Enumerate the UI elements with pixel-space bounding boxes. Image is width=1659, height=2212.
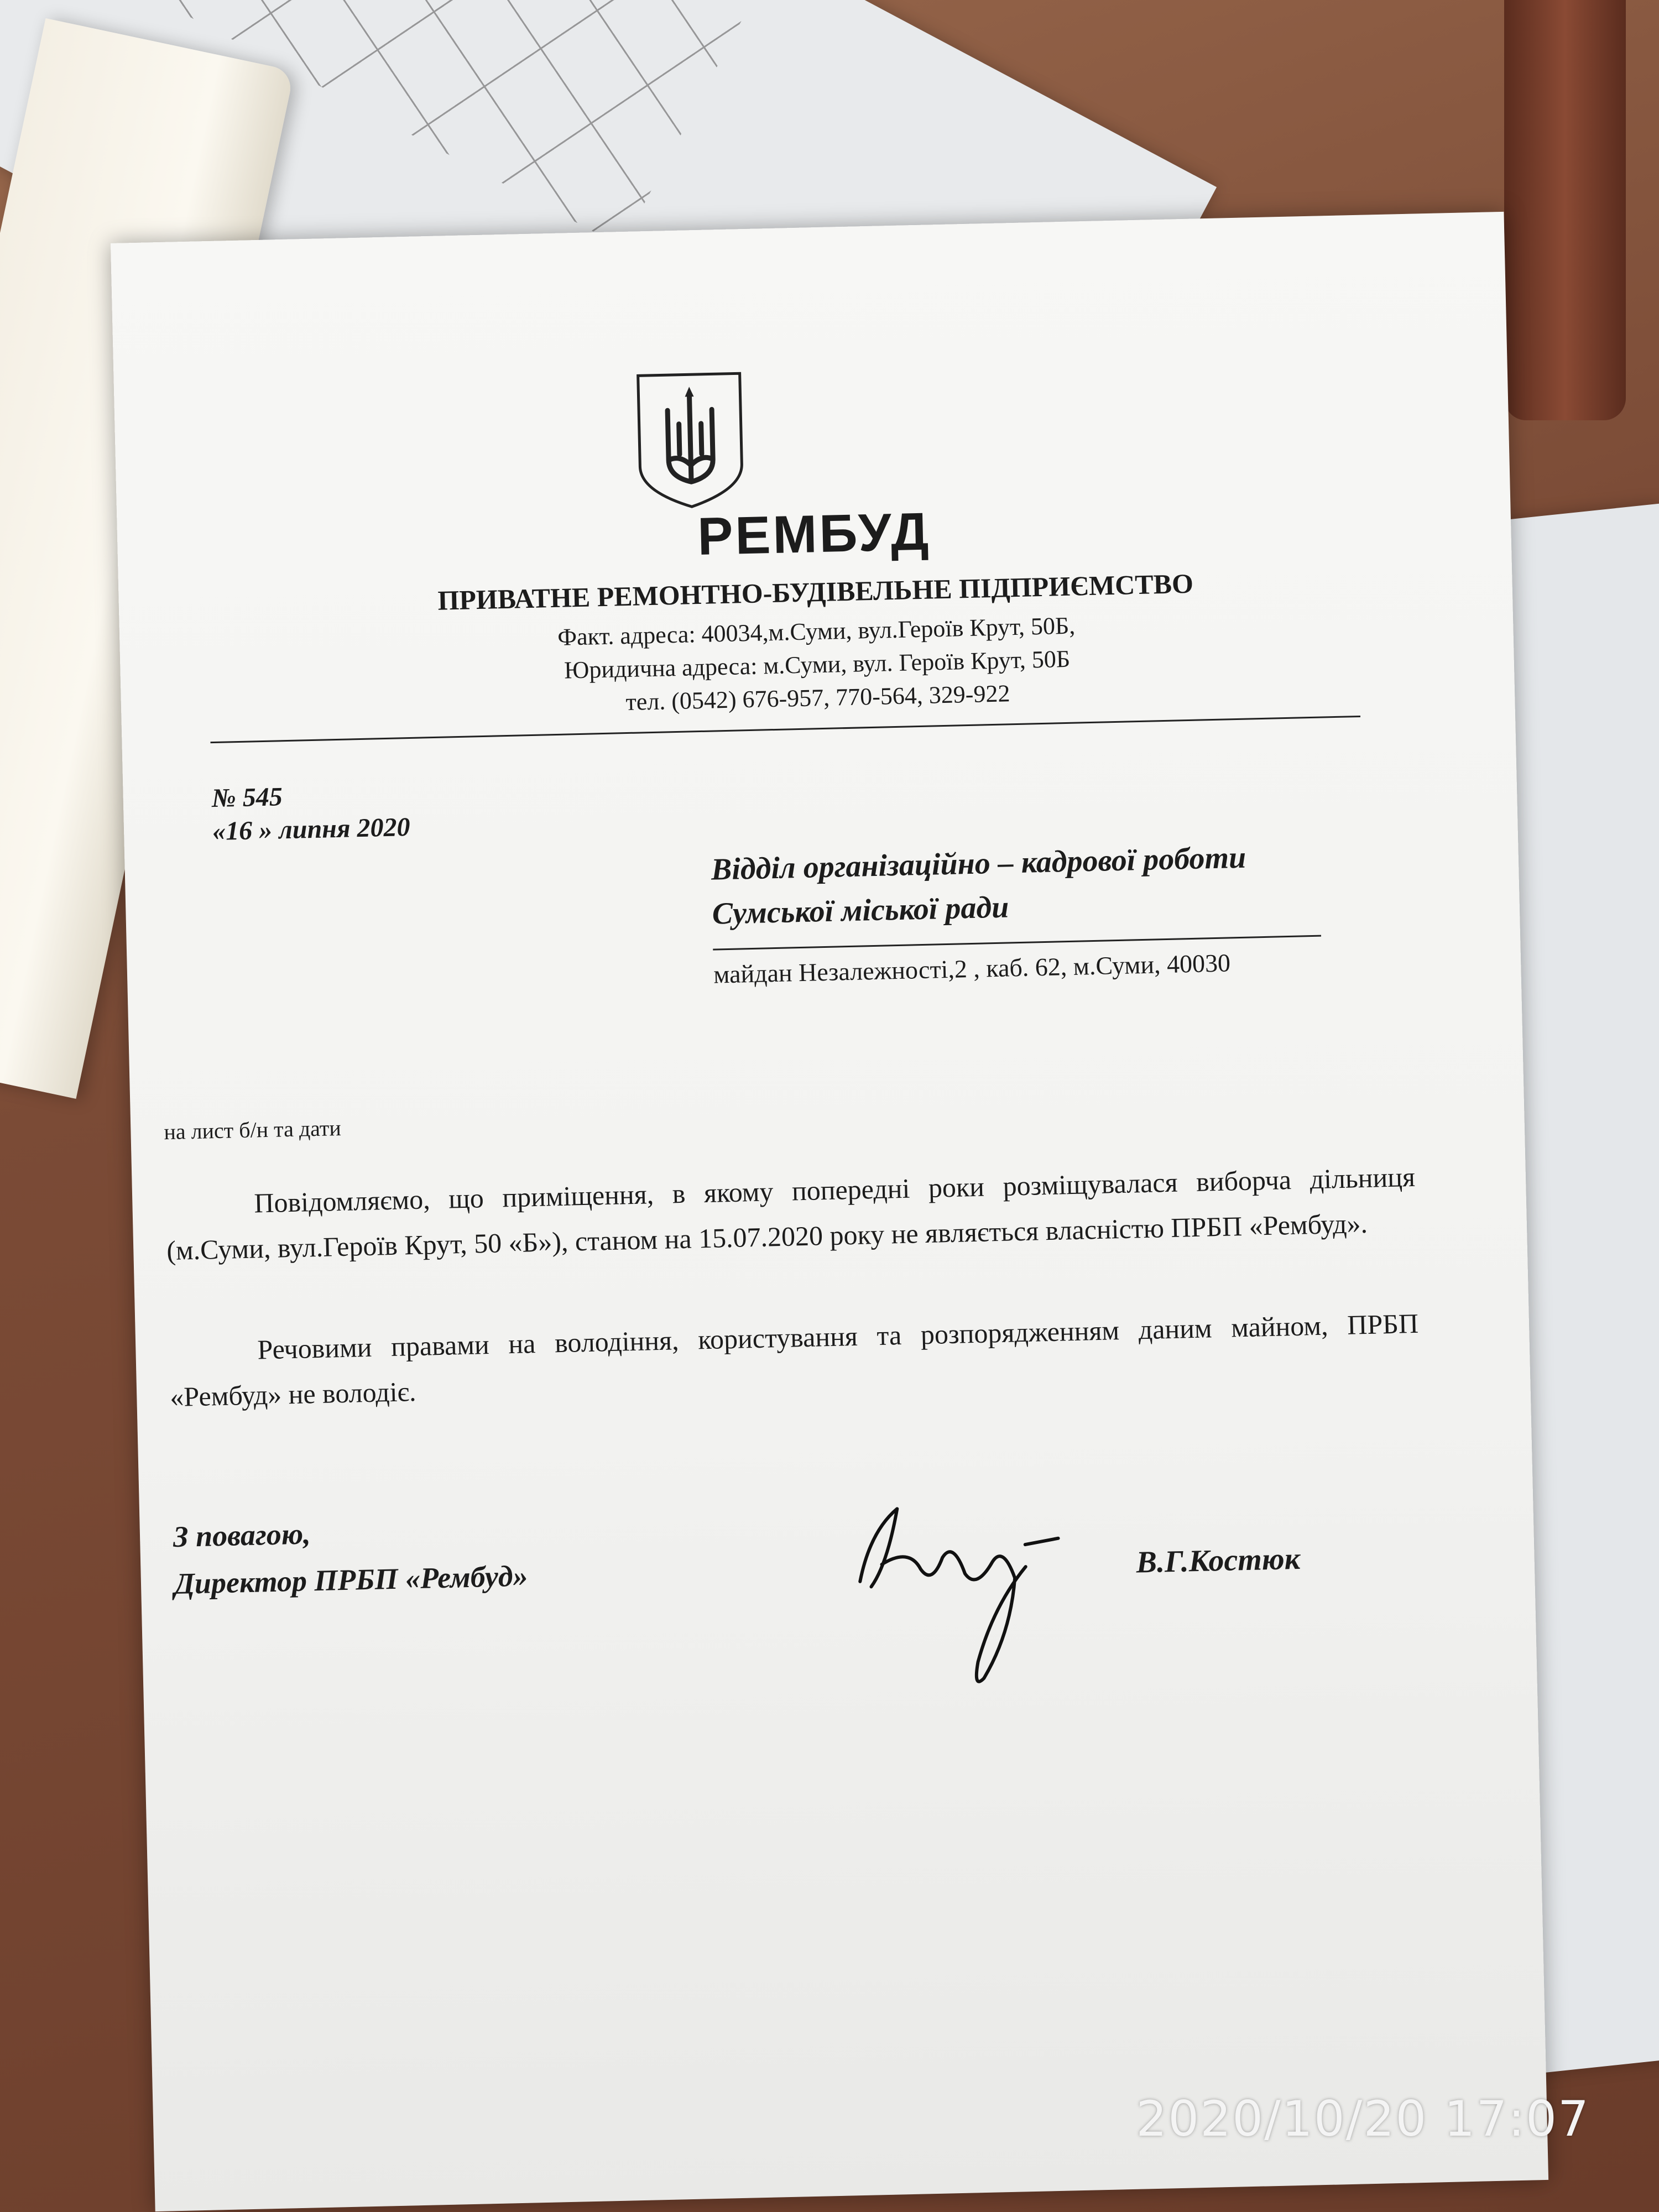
body-paragraph-2: Речовими правами на володіння, користування та розпорядженням даним майном, ПРБП «Рембуд» не володіє. [169,1307,1419,1413]
body-paragraph-1: Повідомляємо, що приміщення, в якому попередні роки розміщувалася виборча дільниця (м.Суми, вул.Героїв Крут, 50 «Б»), станом на 15.07.2020 року не являється власністю ПРБП «Рембуд». [166,1161,1416,1266]
signer-name: В.Г.Костюк [1135,1541,1301,1580]
photo-timestamp: 2020/10/20 17:07 [1136,2090,1590,2147]
org-name: РЕМБУД [697,502,932,567]
chair-background [1504,0,1626,420]
document-date: «16 » липня 2020 [212,812,411,847]
trident-coat-of-arms-icon [634,370,748,510]
letter-sheet [111,212,1548,2211]
handwritten-signature [847,1493,1095,1698]
phone-numbers: тел. (0542) 676-957, 770-564, 329-922 [625,680,1010,716]
recipient-department: Відділ організаційно – кадрової роботи [711,840,1246,887]
legal-address: Юридична адреса: м.Суми, вул. Героїв Крут, 50Б [564,645,1071,684]
org-type: ПРИВАТНЕ РЕМОНТНО-БУДІВЕЛЬНЕ ПІДПРИЄМСТВО [437,567,1194,616]
document-number: № 545 [211,782,283,813]
reference-line: на лист б/н та дати [163,1115,342,1145]
closing-salutation: З повагою, [173,1517,311,1554]
signer-title: Директор ПРБП «Рембуд» [174,1559,529,1601]
recipient-address: майдан Незалежності,2 , каб. 62, м.Суми, 40030 [713,948,1231,989]
actual-address: Факт. адреса: 40034,м.Суми, вул.Героїв Крут, 50Б, [557,612,1076,651]
recipient-council: Сумської міської ради [712,890,1009,931]
